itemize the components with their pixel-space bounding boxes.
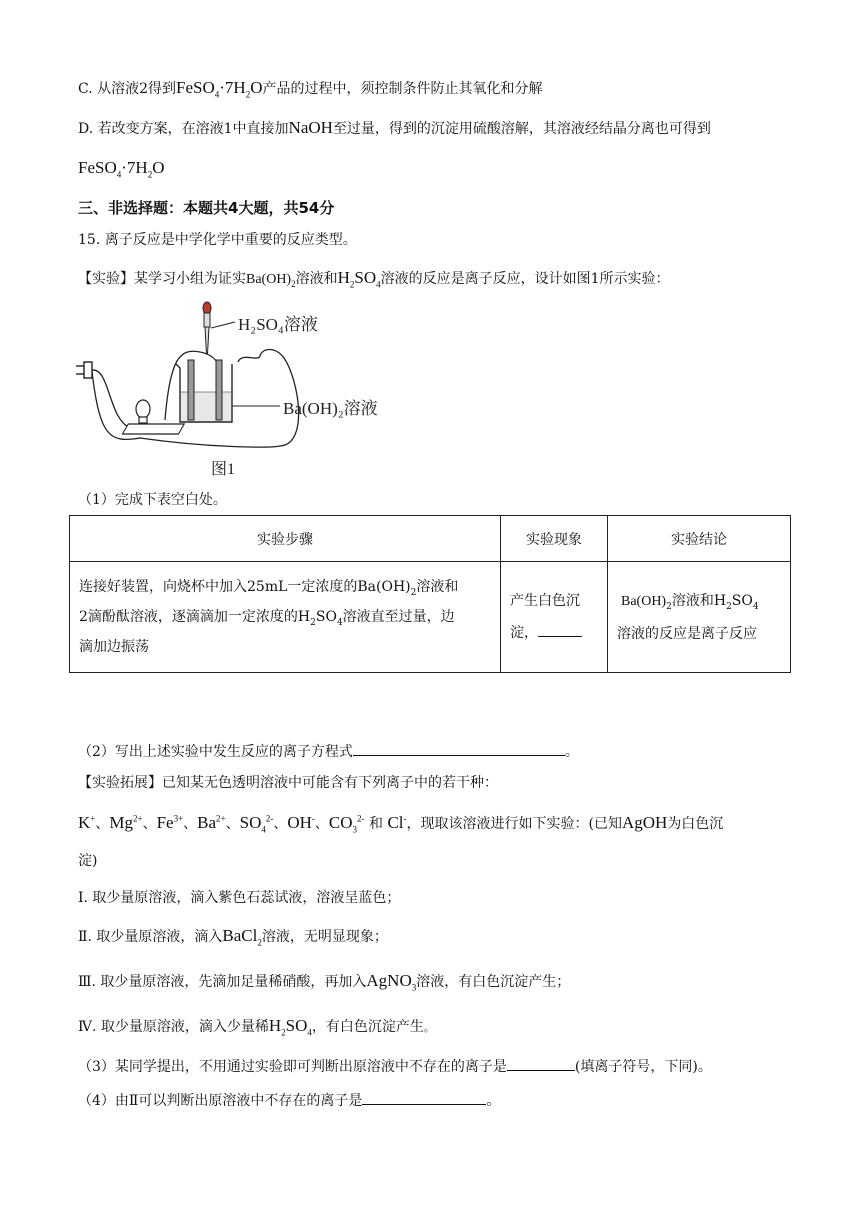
beaker-icon (176, 364, 232, 422)
phenomenon-blank[interactable] (538, 622, 582, 637)
q4-blank[interactable] (362, 1090, 486, 1105)
option-d: D. 若改变方案，在溶液1中直接加NaOH至过量，得到的沉淀用硫酸溶解，其溶液经结晶分离也可得到 (78, 118, 711, 137)
baoh2-label: Ba(OH)₂溶液 (283, 399, 378, 418)
header-phenomenon: 实验现象 (501, 516, 608, 562)
step-1: Ⅰ. 取少量原溶液，滴入紫色石蕊试液，溶液呈蓝色； (78, 890, 401, 906)
question-1: （1）完成下表空白处。 (78, 492, 227, 508)
step-4: Ⅳ. 取少量原溶液，滴入少量稀$H_2SO_4$，有白色沉淀产生。 (78, 1016, 435, 1038)
ion-list: K+、$Mg^{2+}$、$Fe^{3+}$、$Ba^{2+}$、$SO_4^{2-}$、OH-、$CO_3^{2-}$ 和 Cl-，现取该溶液进行如下实验：(已知AgOH为白色沉 (78, 813, 724, 835)
experiment-apparatus-figure (70, 298, 400, 480)
conclusion-cell: $Ba(OH)_2$溶液和$H_2SO_4$ 溶液的反应是离子反应 (608, 562, 791, 673)
step-2: Ⅱ. 取少量原溶液，滴入BaCl$_2$溶液，无明显现象； (78, 926, 388, 948)
question-3: （3）某同学提出，不用通过实验即可判断出原溶液中不存在的离子是 (填离子符号，下同)。 (78, 1056, 712, 1077)
step-3: Ⅲ. 取少量原溶液，先滴加足量稀硝酸，再加入AgNO$_3$溶液，有白色沉淀产生； (78, 971, 571, 993)
header-step: 实验步骤 (70, 516, 501, 562)
question-4: （4）由Ⅱ可以判断出原溶液中不存在的离子是 。 (78, 1090, 500, 1111)
plug-icon (76, 362, 92, 378)
q3-blank[interactable] (507, 1056, 575, 1071)
h2so4-label: H₂SO₄溶液 (238, 315, 318, 334)
light-bulb-icon (122, 400, 184, 434)
ion-list-cont: 淀) (78, 853, 98, 869)
dropper-icon (203, 302, 211, 354)
option-d-product: $FeSO_4\cdot 7H_2O$ (78, 158, 165, 180)
header-conclusion: 实验结论 (608, 516, 791, 562)
table-row (70, 562, 791, 673)
option-c: C. 从溶液2得到$FeSO_4\cdot 7H_2O$产品的过程中，须控制条件防止其氧化和分解 (78, 78, 543, 100)
ionic-equation-blank[interactable] (353, 741, 565, 756)
phenomenon-cell: 产生白色沉 淀， (501, 562, 608, 673)
figure-caption: 图1 (211, 461, 236, 478)
step-cell: 连接好装置，向烧杯中加入25mL一定浓度的$Ba(OH)_2$溶液和 2滴酚酞溶液，逐滴滴加一定浓度的$H_2SO_4$溶液直至过量，边 滴加边振荡 (70, 562, 501, 673)
question-2: （2）写出上述实验中发生反应的离子方程式 。 (78, 741, 579, 762)
table-header-row (70, 516, 791, 562)
extension-intro: 【实验拓展】已知某无色透明溶液中可能含有下列离子中的若干种： (78, 775, 498, 791)
experiment-table (69, 515, 791, 673)
experiment-intro: 【实验】某学习小组为证实$Ba(OH)_2$溶液和$H_2SO_4$溶液的反应是离子反应，设计如图1所示实验： (78, 268, 670, 290)
section-heading: 三、非选择题：本题共4大题，共54分 (78, 199, 335, 217)
question-15-intro: 15. 离子反应是中学化学中重要的反应类型。 (78, 232, 357, 248)
